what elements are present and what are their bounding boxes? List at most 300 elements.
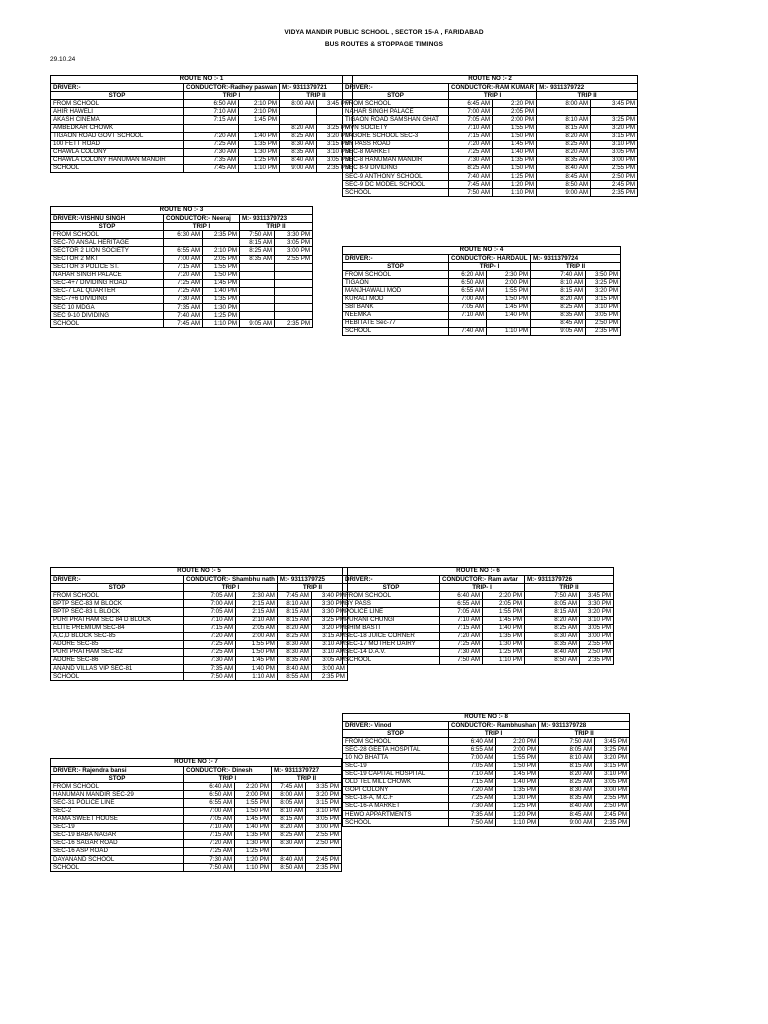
trip2-afternoon-time: 3:20 PM	[306, 791, 342, 799]
stop-name: BY PASS ROAD	[343, 140, 449, 148]
trip1-afternoon-time: 1:50 PM	[493, 165, 537, 173]
trip1-afternoon-time: 1:55 PM	[487, 287, 531, 295]
trip1-afternoon-time: 1:10 PM	[487, 327, 531, 335]
trip1-afternoon-time: 2:05 PM	[483, 600, 525, 608]
trip1-afternoon-time: 1:30 PM	[239, 148, 280, 156]
trip2-morning-time: 8:40 AM	[537, 165, 591, 173]
trip1-afternoon-time: 1:20 PM	[235, 856, 272, 864]
trip1-afternoon-time: 1:10 PM	[203, 320, 240, 328]
stop-row	[51, 856, 342, 864]
route-staff-row	[343, 576, 614, 584]
conductor-label: CONDUCTOR:- Neeraj	[164, 215, 240, 223]
trip1-afternoon-time: 1:40 PM	[235, 823, 272, 831]
trip2-afternoon-time: 3:05 AM	[311, 657, 347, 665]
trip1-afternoon-time: 2:00 AM	[236, 632, 278, 640]
trip-1-column-header: TRIP I	[164, 223, 240, 231]
stop-name: FROM SCHOOL	[343, 271, 449, 279]
stop-row	[343, 181, 638, 189]
route-table	[342, 713, 630, 827]
trip2-afternoon-time: 2:45 PM	[595, 811, 630, 819]
trip2-morning-time: 8:35 AM	[240, 255, 275, 263]
trip1-morning-time: 7:00 AM	[164, 255, 203, 263]
trip1-afternoon-time	[203, 239, 240, 247]
trip1-morning-time: 7:00 AM	[449, 754, 496, 762]
stop-row	[51, 296, 313, 304]
stop-row	[343, 327, 621, 335]
stop-name: SEC 8-9 DIVIDING	[343, 165, 449, 173]
stop-name: HANUMAN MANDIR SEC-29	[51, 791, 184, 799]
conductor-label: CONDUCTOR:- Dinesh	[184, 767, 272, 775]
trip2-morning-time: 8:20 AM	[537, 132, 591, 140]
stop-name: FROM SCHOOL	[51, 783, 184, 791]
trip2-afternoon-time: 3:00 AM	[311, 665, 347, 673]
trip2-morning-time: 9:05 AM	[531, 327, 586, 335]
mobile-number: M:- 9311379726	[525, 576, 614, 584]
trip2-morning-time: 8:40 AM	[277, 665, 311, 673]
trip1-morning-time: 7:40 AM	[449, 327, 487, 335]
trip1-afternoon-time: 2:20 PM	[235, 783, 272, 791]
trip1-afternoon-time: 1:25 PM	[203, 312, 240, 320]
stop-row	[343, 624, 614, 632]
trip2-morning-time: 8:10 AM	[539, 754, 595, 762]
trip1-afternoon-time: 1:45 PM	[483, 616, 525, 624]
trip2-morning-time: 8:00 AM	[272, 791, 306, 799]
route-table	[342, 567, 614, 665]
trip2-afternoon-time: 3:10 PM	[306, 807, 342, 815]
stop-row	[343, 140, 638, 148]
trip2-morning-time: 8:35 AM	[280, 148, 317, 156]
trip2-afternoon-time: 3:10 PM	[591, 140, 638, 148]
trip2-morning-time: 8:10 AM	[531, 279, 586, 287]
trip1-morning-time: 7:10 AM	[184, 823, 235, 831]
trip2-morning-time: 7:45 AM	[272, 783, 306, 791]
trip1-morning-time: 7:40 AM	[449, 173, 493, 181]
trip1-morning-time	[184, 124, 239, 132]
trip1-morning-time: 7:50 AM	[184, 673, 236, 681]
stop-name: SEC-8 MARKET	[343, 148, 449, 156]
trip2-afternoon-time: 2:45 PM	[591, 181, 638, 189]
stop-name: NAHAR SINGH PALACE	[343, 108, 449, 116]
stop-name: RAMA SWEET HOUSE	[51, 815, 184, 823]
route-table	[50, 758, 342, 872]
stop-row	[343, 754, 630, 762]
stop-name: AMBEDKAR CHOWK	[51, 124, 184, 132]
stop-row	[51, 279, 313, 287]
trip1-morning-time: 7:35 AM	[184, 665, 236, 673]
trip1-afternoon-time: 1:25 PM	[493, 173, 537, 181]
trip2-afternoon-time: 3:15 PM	[595, 762, 630, 770]
stop-name: MVN SOCIETY	[343, 124, 449, 132]
trip1-afternoon-time: 2:20 PM	[493, 100, 537, 108]
trip2-morning-time: 8:00 AM	[537, 100, 591, 108]
stop-row	[51, 665, 348, 673]
trip2-morning-time: 8:10 AM	[537, 116, 591, 124]
route-table	[342, 246, 621, 336]
stop-column-header: STOP	[343, 92, 449, 100]
trip1-afternoon-time	[239, 124, 280, 132]
driver-label: DRIVER:-	[343, 84, 449, 92]
stop-name: SEC-19	[343, 762, 449, 770]
trip2-afternoon-time: 2:35 PM	[311, 673, 347, 681]
trip1-afternoon-time: 1:40 PM	[203, 287, 240, 295]
trip2-afternoon-time: 2:35 PM	[580, 657, 614, 665]
route-title-row	[343, 76, 638, 84]
trip1-morning-time: 7:05 AM	[449, 762, 496, 770]
stop-row	[51, 608, 348, 616]
route-staff-row	[51, 84, 353, 92]
trip1-afternoon-time: 1:20 PM	[496, 811, 539, 819]
trip2-afternoon-time: 3:05 PM	[275, 239, 313, 247]
stop-row	[51, 823, 342, 831]
trip2-morning-time	[240, 279, 275, 287]
trip2-morning-time: 8:50 AM	[525, 657, 580, 665]
trip2-morning-time: 7:50 AM	[240, 231, 275, 239]
trip2-afternoon-time: 2:50 PM	[306, 839, 342, 847]
stop-row	[343, 600, 614, 608]
trip1-morning-time: 7:20 AM	[449, 140, 493, 148]
trip1-afternoon-time: 1:35 PM	[239, 140, 280, 148]
stop-name: BPTP SEC-83 L BLOCK	[51, 608, 184, 616]
stop-name: SEC-28 GEETA HOSPITAL	[343, 746, 449, 754]
trip2-afternoon-time: 3:05 PM	[317, 156, 353, 164]
trip2-afternoon-time: 3:45 PM	[580, 592, 614, 600]
trip2-afternoon-time: 3:10 PM	[317, 148, 353, 156]
mobile-number: M:- 9311379723	[240, 215, 313, 223]
trip2-afternoon-time: 2:50 PM	[591, 173, 638, 181]
stop-row	[51, 632, 348, 640]
route-title-row	[343, 568, 614, 576]
trip2-afternoon-time: 2:35 PM	[591, 189, 638, 197]
trip1-morning-time: 7:25 AM	[164, 287, 203, 295]
trip1-morning-time	[164, 239, 203, 247]
stop-name: SEC-19	[51, 823, 184, 831]
stop-name: SEC-70 ANSAL HERITAGE	[51, 239, 164, 247]
trip2-morning-time: 9:05 AM	[240, 320, 275, 328]
trip1-morning-time: 7:30 AM	[449, 803, 496, 811]
trip2-morning-time: 8:30 AM	[272, 839, 306, 847]
trip1-afternoon-time: 1:35 PM	[493, 156, 537, 164]
stop-name: FROM SCHOOL	[343, 592, 440, 600]
trip1-morning-time: 7:05 AM	[184, 815, 235, 823]
driver-label: DRIVER:-VISHNU SINGH	[51, 215, 164, 223]
stop-name: SEC-8 HANUMAN MANDIR	[343, 156, 449, 164]
trip2-morning-time: 8:40 AM	[539, 803, 595, 811]
trip2-morning-time	[240, 296, 275, 304]
stop-name: SEC-9 ANTHONY SCHOOL	[343, 173, 449, 181]
trip2-morning-time	[240, 312, 275, 320]
trip1-afternoon-time: 1:40 PM	[487, 311, 531, 319]
stop-name: POLICE LINE	[343, 608, 440, 616]
stop-row	[343, 148, 638, 156]
stop-row	[343, 632, 614, 640]
stop-name: SEC-18-A, M.C.F	[343, 794, 449, 802]
stop-name: SCHOOL	[343, 819, 449, 827]
trip2-morning-time: 8:15 AM	[277, 608, 311, 616]
trip1-morning-time: 7:50 AM	[449, 189, 493, 197]
trip2-afternoon-time	[275, 287, 313, 295]
stop-row	[51, 864, 342, 872]
stop-name: TIGAON ROAD SAMSHAN GHAT	[343, 116, 449, 124]
trip1-morning-time: 7:40 AM	[164, 312, 203, 320]
trip1-afternoon-time: 2:00 PM	[235, 791, 272, 799]
trip2-afternoon-time	[275, 271, 313, 279]
trip1-morning-time: 7:30 AM	[184, 856, 235, 864]
trip2-morning-time: 8:05 AM	[539, 746, 595, 754]
column-header-row	[51, 92, 353, 100]
trip2-morning-time	[240, 304, 275, 312]
stop-row	[343, 746, 630, 754]
trip2-afternoon-time: 3:00 PM	[306, 823, 342, 831]
trip1-morning-time: 7:30 AM	[184, 148, 239, 156]
trip1-afternoon-time: 1:55 PM	[203, 263, 240, 271]
trip1-morning-time: 6:55 AM	[449, 287, 487, 295]
trip2-morning-time: 8:30 AM	[525, 632, 580, 640]
route-title-row	[51, 207, 313, 215]
stop-column-header: STOP	[343, 584, 440, 592]
column-header-row	[51, 584, 348, 592]
trip2-afternoon-time: 3:10 AM	[311, 640, 347, 648]
trip1-morning-time: 7:20 AM	[184, 632, 236, 640]
trip2-afternoon-time: 3:20 PM	[591, 124, 638, 132]
column-header-row	[51, 775, 342, 783]
trip1-morning-time: 7:10 AM	[184, 616, 236, 624]
conductor-label: CONDUCTOR:-RAM KUMAR	[449, 84, 537, 92]
stop-row	[343, 311, 621, 319]
stop-name: SEC-31 POLICE LINE	[51, 799, 184, 807]
stop-row	[343, 279, 621, 287]
stop-name: BY PASS	[343, 600, 440, 608]
trip2-afternoon-time: 3:15 PM	[591, 132, 638, 140]
trip2-morning-time: 8:35 AM	[525, 640, 580, 648]
stop-row	[51, 831, 342, 839]
trip1-morning-time: 7:10 AM	[184, 108, 239, 116]
trip2-morning-time: 8:25 AM	[277, 632, 311, 640]
stop-name: BHIM BASTI	[343, 624, 440, 632]
trip1-morning-time: 7:10 AM	[440, 616, 483, 624]
trip2-afternoon-time: 3:10 AM	[311, 648, 347, 656]
stop-row	[343, 778, 630, 786]
stop-row	[51, 263, 313, 271]
stop-name: HEWO APPARTMENTS	[343, 811, 449, 819]
route-title-row	[343, 714, 630, 722]
route-title: ROUTE NO :- 7	[51, 759, 342, 767]
trip1-morning-time: 7:15 AM	[184, 624, 236, 632]
trip2-morning-time: 8:25 AM	[537, 140, 591, 148]
trip2-afternoon-time: 3:25 PM	[586, 279, 621, 287]
trip1-afternoon-time: 1:35 PM	[483, 632, 525, 640]
conductor-label: CONDUCTOR:- Shambhu nath	[184, 576, 278, 584]
trip1-afternoon-time: 1:45 PM	[236, 657, 278, 665]
route-staff-row	[343, 84, 638, 92]
trip1-afternoon-time: 2:00 PM	[487, 279, 531, 287]
stop-row	[51, 165, 353, 173]
stop-row	[51, 657, 348, 665]
conductor-label: CONDUCTOR:- Ram avtar	[440, 576, 525, 584]
trip1-morning-time: 7:35 AM	[449, 811, 496, 819]
stop-name: TAGORE SCHOOL SEC-3	[343, 132, 449, 140]
trip2-afternoon-time: 2:55 PM	[591, 165, 638, 173]
trip-2-column-header: TRIP II	[277, 584, 347, 592]
stop-row	[51, 839, 342, 847]
stop-row	[343, 811, 630, 819]
trip1-afternoon-time: 2:00 PM	[493, 116, 537, 124]
driver-label: DRIVER:-	[51, 576, 184, 584]
trip1-morning-time: 6:40 AM	[184, 783, 235, 791]
trip1-afternoon-time: 1:55 PM	[496, 754, 539, 762]
trip1-afternoon-time: 1:10 PM	[239, 165, 280, 173]
trip1-afternoon-time: 1:45 PM	[493, 140, 537, 148]
trip1-afternoon-time: 1:55 PM	[493, 124, 537, 132]
trip2-morning-time: 8:10 AM	[272, 807, 306, 815]
stop-row	[51, 255, 313, 263]
trip1-afternoon-time: 1:55 PM	[236, 640, 278, 648]
trip1-afternoon-time: 1:40 PM	[496, 778, 539, 786]
trip1-afternoon-time: 1:40 PM	[236, 665, 278, 673]
trip1-afternoon-time: 1:45 PM	[235, 815, 272, 823]
trip2-morning-time: 8:05 AM	[525, 600, 580, 608]
stop-row	[343, 762, 630, 770]
trip2-afternoon-time: 2:50 PM	[586, 319, 621, 327]
trip2-afternoon-time: 3:05 PM	[306, 815, 342, 823]
trip2-morning-time: 7:50 AM	[525, 592, 580, 600]
trip2-afternoon-time: 3:25 PM	[591, 116, 638, 124]
trip1-afternoon-time: 2:30 PM	[487, 271, 531, 279]
trip1-morning-time: 8:25 AM	[449, 165, 493, 173]
trip-1-column-header: TRIP I	[449, 730, 539, 738]
trip1-afternoon-time: 2:10 AM	[236, 616, 278, 624]
stop-name: SCHOOL	[343, 189, 449, 197]
trip1-morning-time: 7:45 AM	[449, 181, 493, 189]
trip2-morning-time: 8:55 AM	[277, 673, 311, 681]
stop-row	[343, 592, 614, 600]
trip2-morning-time	[240, 287, 275, 295]
trip2-morning-time	[280, 116, 317, 124]
route-table	[342, 75, 638, 197]
trip2-afternoon-time: 3:10 PM	[580, 616, 614, 624]
stop-name: SCHOOL	[343, 657, 440, 665]
trip2-morning-time: 7:45 AM	[277, 592, 311, 600]
trip1-morning-time: 7:20 AM	[184, 839, 235, 847]
trip1-morning-time: 7:30 AM	[449, 156, 493, 164]
stop-row	[51, 673, 348, 681]
stop-name: SEC-16-A MARKET	[343, 803, 449, 811]
trip2-morning-time: 8:20 AM	[525, 616, 580, 624]
trip1-afternoon-time: 1:50 PM	[487, 295, 531, 303]
stop-row	[343, 803, 630, 811]
route-staff-row	[51, 767, 342, 775]
trip1-afternoon-time: 2:15 AM	[236, 608, 278, 616]
trip1-afternoon-time: 2:10 PM	[203, 247, 240, 255]
trip2-morning-time: 8:25 AM	[525, 624, 580, 632]
stop-name: FROM SCHOOL	[51, 231, 164, 239]
trip1-afternoon-time: 1:30 PM	[203, 304, 240, 312]
stop-row	[343, 819, 630, 827]
trip1-afternoon-time: 1:50 PM	[236, 648, 278, 656]
stop-row	[51, 239, 313, 247]
trip1-morning-time: 7:15 AM	[449, 132, 493, 140]
trip2-morning-time	[272, 848, 306, 856]
trip1-afternoon-time: 2:00 PM	[496, 746, 539, 754]
mobile-number: M:- 9311379721	[280, 84, 353, 92]
stop-name: PURANI CHUNGI	[343, 616, 440, 624]
trip2-afternoon-time	[275, 279, 313, 287]
mobile-number: M:- 9311379722	[537, 84, 638, 92]
stop-name: SEC 10 MDGA	[51, 304, 164, 312]
stop-row	[51, 124, 353, 132]
stop-row	[343, 657, 614, 665]
trip2-afternoon-time	[275, 312, 313, 320]
trip1-morning-time: 7:00 AM	[184, 600, 236, 608]
trip1-morning-time: 7:20 AM	[440, 632, 483, 640]
trip-1-column-header: TRIP I	[184, 584, 278, 592]
stop-row	[343, 116, 638, 124]
trip2-morning-time	[240, 263, 275, 271]
trip2-afternoon-time: 2:35 PM	[317, 165, 353, 173]
trip1-afternoon-time: 2:10 PM	[239, 108, 280, 116]
trip2-afternoon-time	[275, 304, 313, 312]
trip1-afternoon-time	[487, 319, 531, 327]
trip1-morning-time: 7:05 AM	[184, 592, 236, 600]
trip2-morning-time: 8:20 AM	[272, 823, 306, 831]
trip2-morning-time: 8:50 AM	[272, 864, 306, 872]
trip1-afternoon-time: 1:25 PM	[496, 803, 539, 811]
trip-2-column-header: TRIP II	[240, 223, 313, 231]
stop-name: KURALI MOD	[343, 295, 449, 303]
trip2-morning-time: 8:35 AM	[537, 156, 591, 164]
trip1-morning-time: 7:35 AM	[164, 304, 203, 312]
trip1-morning-time: 7:20 AM	[184, 132, 239, 140]
trip2-morning-time: 8:20 AM	[277, 624, 311, 632]
stop-row	[51, 100, 353, 108]
trip2-afternoon-time: 2:55 PM	[275, 255, 313, 263]
trip1-morning-time: 7:25 AM	[449, 148, 493, 156]
trip2-morning-time: 8:20 AM	[537, 148, 591, 156]
stop-row	[51, 320, 313, 328]
stop-name: ADORE SEC-86	[51, 657, 184, 665]
trip1-morning-time: 6:50 AM	[449, 279, 487, 287]
trip1-morning-time: 7:50 AM	[449, 819, 496, 827]
stop-name: SEC-19 CAPITAL HOSPITAL	[343, 770, 449, 778]
trip1-morning-time: 7:45 AM	[184, 165, 239, 173]
column-header-row	[343, 92, 638, 100]
trip2-afternoon-time: 3:20 PM	[311, 624, 347, 632]
stop-name: SEC-4+7 DIVIDING ROAD	[51, 279, 164, 287]
trip1-morning-time: 6:20 AM	[449, 271, 487, 279]
trip2-morning-time: 8:40 AM	[280, 156, 317, 164]
trip2-afternoon-time: 3:35 PM	[306, 783, 342, 791]
trip2-afternoon-time: 3:25 PM	[311, 616, 347, 624]
trip2-afternoon-time: 3:00 PM	[591, 156, 638, 164]
trip-1-column-header: TRIP- I	[440, 584, 525, 592]
trip1-afternoon-time: 2:10 PM	[239, 100, 280, 108]
stop-name: SEC-7+6 DIVIDING	[51, 296, 164, 304]
route-table	[50, 567, 348, 681]
stop-name: SCHOOL	[51, 673, 184, 681]
stop-name: PURI PRATHAM SEC 84 D BLOCK	[51, 616, 184, 624]
stop-row	[343, 770, 630, 778]
stop-name: A,C,D BLOCK SEC-85	[51, 632, 184, 640]
stop-row	[51, 616, 348, 624]
trip2-morning-time: 8:15 AM	[240, 239, 275, 247]
trip1-afternoon-time: 1:10 AM	[236, 673, 278, 681]
route-title: ROUTE NO :- 5	[51, 568, 348, 576]
trip1-morning-time: 7:45 AM	[164, 320, 203, 328]
column-header-row	[343, 584, 614, 592]
route-title-row	[343, 247, 621, 255]
stop-row	[51, 640, 348, 648]
driver-label: DRIVER:-	[343, 576, 440, 584]
trip1-afternoon-time: 1:50 PM	[235, 807, 272, 815]
